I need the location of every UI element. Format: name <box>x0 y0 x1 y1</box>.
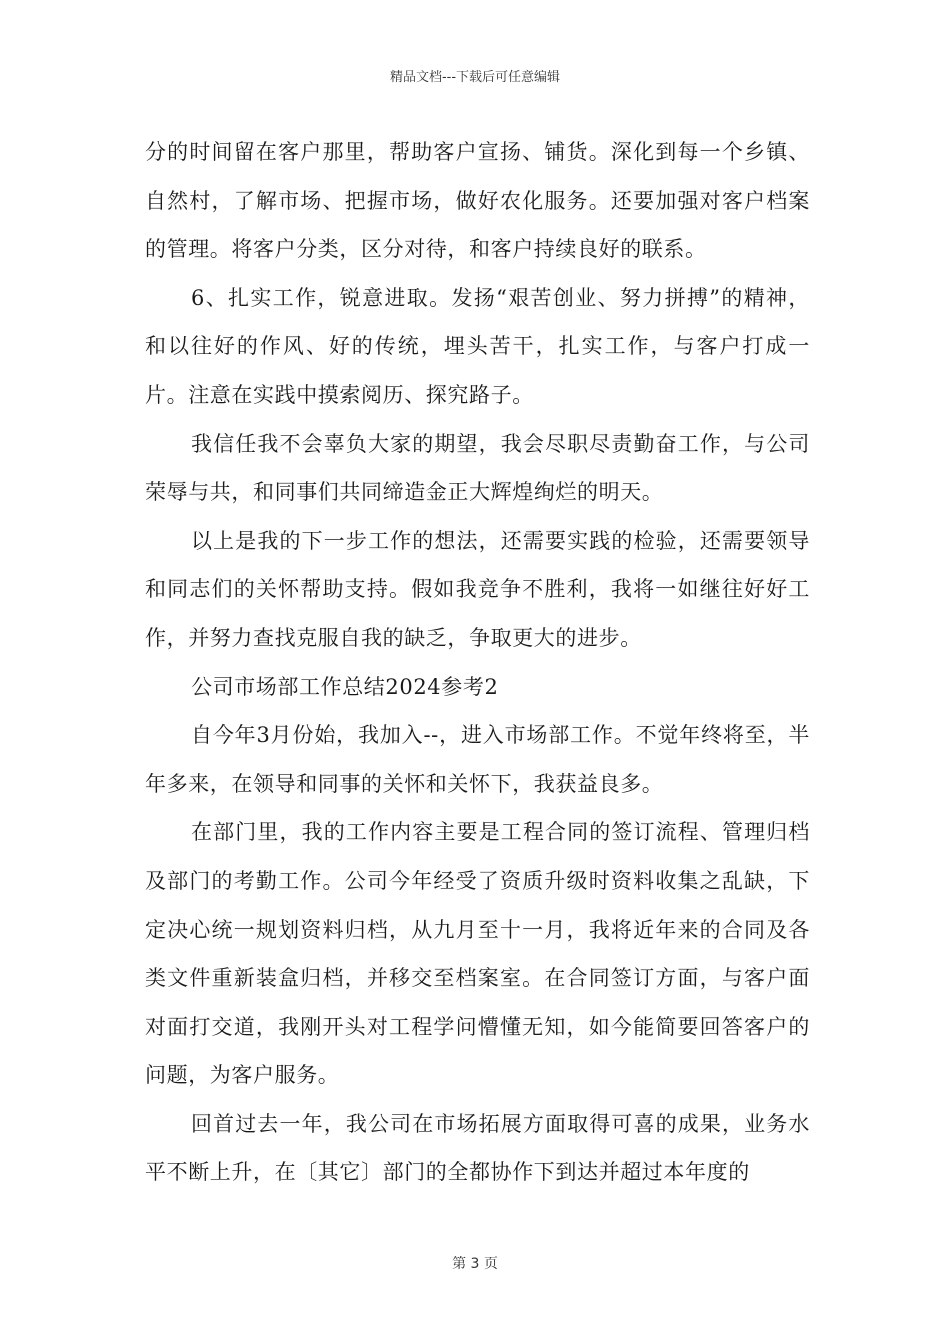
paragraph: 分的时间留在客户那里，帮助客户宣扬、铺货。深化到每一个乡镇、自然村，了解市场、把握市场，做好农化服务。还要加强对客户档案的管理。将客户分类，区分对待，和客户持续良好的联系。 <box>145 140 810 262</box>
page-header: 精品文档---下载后可任意编辑 <box>389 70 561 85</box>
paragraph: 在部门里，我的工作内容主要是工程合同的签订流程、管理归档及部门的考勤工作。公司今年经受了资质升级时资料收集之乱缺，下定决心统一规划资料归档，从九月至十一月，我将近年来的合同及各类文件重新装盒归档，并移交至档案室。在合同签订方面，与客户面对面打交道，我刚开头对工程学问懵懂无知，如今能简要回答客户的问题，为客户服务。 <box>145 820 810 1088</box>
paragraph: 自今年3月份始，我加入--，进入市场部工作。不觉年终将至，半年多来，在领导和同事的关怀和关怀下，我获益良多。 <box>145 723 810 796</box>
section-title: 公司市场部工作总结2024参考2 <box>191 674 499 699</box>
paragraph: 回首过去一年，我公司在市场拓展方面取得可喜的成果，业务水平不断上升，在〔其它〕部门的全都协作下到达并超过本年度的 <box>145 1111 810 1185</box>
paragraph: 6、扎实工作，锐意进取。发扬“艰苦创业、努力拼搏”的精神，和以往好的作风、好的传统，埋头苦干，扎实工作，与客户打成一片。注意在实践中摸索阅历、探究路子。 <box>145 285 810 407</box>
paragraph: 我信任我不会辜负大家的期望，我会尽职尽责勤奋工作，与公司荣辱与共，和同事们共同缔造金正大辉煌绚烂的明天。 <box>145 431 810 505</box>
document-body <box>145 128 810 1197</box>
paragraph: 以上是我的下一步工作的想法，还需要实践的检验，还需要领导和同志们的关怀帮助支持。假如我竞争不胜利，我将一如继往好好工作，并努力查找克服自我的缺乏，争取更大的进步。 <box>145 528 810 650</box>
page-number: 第 3 页 <box>452 1256 498 1272</box>
